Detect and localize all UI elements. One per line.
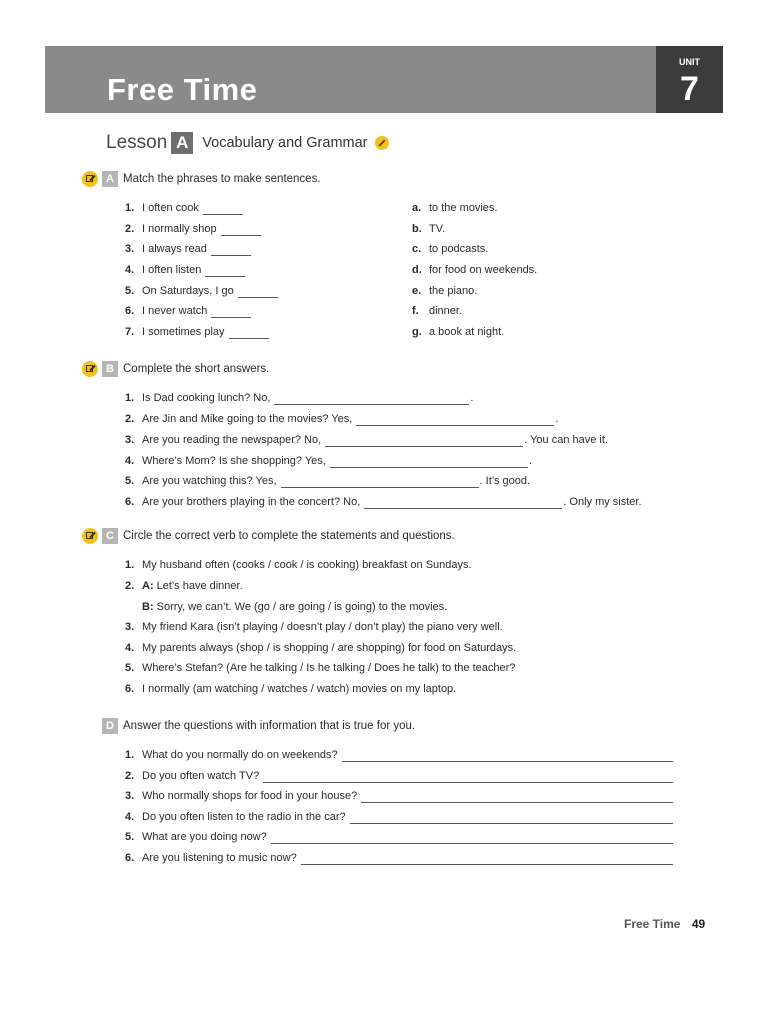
item-suffix: .: [555, 413, 559, 425]
verb-choice-item: [125, 620, 503, 634]
page-number: 49: [691, 917, 706, 931]
answer-blank[interactable]: [229, 328, 269, 339]
item-text[interactable]: My friend Kara (isn’t playing / doesn’t play / don’t play) the piano very well.: [142, 621, 503, 633]
answer-blank[interactable]: [211, 245, 251, 256]
open-question-item: [125, 769, 673, 783]
verb-choice-item: [125, 682, 456, 696]
item-text: I always read: [142, 243, 207, 255]
item-number: 1.: [125, 202, 135, 214]
item-number: 5.: [125, 475, 135, 487]
section-letter-badge: C: [102, 528, 118, 544]
section-instruction: Circle the correct verb to complete the statements and questions.: [123, 530, 455, 542]
item-text: Are you reading the newspaper? No,: [142, 434, 322, 446]
section-letter-badge: B: [102, 361, 118, 377]
match-right-item: [412, 284, 477, 298]
verb-choice-item: [125, 558, 472, 572]
item-number: 4.: [125, 642, 135, 654]
match-right-item: [412, 304, 462, 318]
item-text: Let’s have dinner.: [156, 580, 243, 592]
item-letter: c.: [412, 243, 422, 255]
item-number: 3.: [125, 621, 135, 633]
section-instruction: Match the phrases to make sentences.: [123, 173, 321, 185]
item-number: 6.: [125, 852, 135, 864]
item-letter: b.: [412, 223, 422, 235]
item-text[interactable]: I normally (am watching / watches / watch) movies on my laptop.: [142, 683, 457, 695]
open-question-item: [125, 748, 673, 762]
speaker-label: A:: [142, 580, 154, 592]
item-number: 1.: [125, 559, 135, 571]
icon-spacer: [82, 718, 98, 734]
verb-choice-item: [125, 641, 516, 655]
section-letter-badge: D: [102, 718, 118, 734]
answer-line[interactable]: [361, 792, 673, 803]
item-number: 4.: [125, 264, 135, 276]
answer-blank[interactable]: [238, 287, 278, 298]
open-question-item: [125, 789, 673, 803]
match-right-item: [412, 242, 488, 256]
item-number: 3.: [125, 434, 135, 446]
match-right-item: [412, 325, 504, 339]
footer-title: Free Time: [624, 917, 681, 931]
short-answer-item: [125, 391, 473, 405]
item-text: Are you watching this? Yes,: [142, 475, 277, 487]
item-text: Where’s Mom? Is she shopping? Yes,: [142, 455, 326, 467]
item-suffix: . Only my sister.: [563, 496, 642, 508]
answer-blank[interactable]: [330, 457, 528, 468]
item-text: Are you listening to music now?: [142, 852, 297, 864]
answer-line[interactable]: [271, 833, 673, 844]
short-answer-item: [125, 474, 530, 488]
lesson-word: Lesson: [106, 132, 168, 153]
item-text[interactable]: Sorry, we can’t. We (go / are going / is going) to the movies.: [156, 601, 448, 613]
item-number: 3.: [125, 790, 135, 802]
item-text: Who normally shops for food in your house?: [142, 790, 358, 802]
answer-blank[interactable]: [205, 266, 245, 277]
open-question-item: [125, 830, 673, 844]
answer-line[interactable]: [301, 854, 673, 865]
lesson-topic: Vocabulary and Grammar: [202, 135, 368, 151]
item-number: 2.: [125, 413, 135, 425]
short-answer-item: [125, 433, 608, 447]
answer-blank[interactable]: [221, 225, 261, 236]
answer-blank[interactable]: [356, 415, 554, 426]
item-text: TV.: [429, 223, 446, 235]
item-text: Do you often listen to the radio in the car?: [142, 811, 346, 823]
answer-line[interactable]: [350, 813, 673, 824]
short-answer-item: [125, 412, 558, 426]
item-suffix: . You can have it.: [524, 434, 608, 446]
item-text: Are Jin and Mike going to the movies? Yes,: [142, 413, 353, 425]
item-number: 1.: [125, 392, 135, 404]
section-letter-badge: A: [102, 171, 118, 187]
lesson-letter-badge: A: [171, 132, 193, 154]
item-letter: g.: [412, 326, 422, 338]
item-number: 4.: [125, 455, 135, 467]
section-c-heading: [82, 527, 455, 545]
unit-number: 7: [680, 70, 699, 108]
item-number: 2.: [125, 580, 135, 592]
item-number: 5.: [125, 285, 135, 297]
item-text: Do you often watch TV?: [142, 770, 260, 782]
section-instruction: Answer the questions with information that is true for you.: [123, 720, 416, 732]
item-suffix: .: [528, 455, 532, 467]
item-text: I often cook: [142, 202, 199, 214]
match-left-item: [125, 304, 251, 318]
item-text: for food on weekends.: [429, 264, 538, 276]
item-text: I often listen: [142, 264, 202, 276]
item-text[interactable]: My husband often (cooks / cook / is cooking) breakfast on Sundays.: [142, 559, 472, 571]
item-number: 2.: [125, 223, 135, 235]
match-right-item: [412, 222, 445, 236]
section-a-heading: [82, 170, 321, 188]
pencil-icon: [82, 361, 98, 377]
item-text: a book at night.: [429, 326, 505, 338]
item-text: On Saturdays, I go: [142, 285, 234, 297]
match-right-item: [412, 201, 497, 215]
item-number: 3.: [125, 243, 135, 255]
short-answer-item: [125, 454, 532, 468]
match-left-item: [125, 263, 245, 277]
verb-choice-item: [125, 600, 447, 614]
item-number: 1.: [125, 749, 135, 761]
match-right-item: [412, 263, 537, 277]
item-suffix: . It’s good.: [479, 475, 531, 487]
verb-choice-item: [125, 661, 515, 675]
title-banner: [45, 46, 656, 113]
item-text: What are you doing now?: [142, 831, 267, 843]
item-text: Is Dad cooking lunch? No,: [142, 392, 271, 404]
item-number: 6.: [125, 305, 135, 317]
link-icon[interactable]: [375, 136, 389, 150]
item-letter: e.: [412, 285, 422, 297]
item-suffix: .: [470, 392, 474, 404]
item-text: Are your brothers playing in the concert? No,: [142, 496, 361, 508]
match-left-item: [125, 284, 278, 298]
item-text: the piano.: [429, 285, 478, 297]
pencil-icon: [82, 528, 98, 544]
answer-blank[interactable]: [281, 477, 479, 488]
short-answer-item: [125, 495, 642, 509]
answer-blank[interactable]: [203, 204, 243, 215]
page-title: Free Time: [107, 72, 258, 107]
item-number: 2.: [125, 770, 135, 782]
answer-blank[interactable]: [364, 498, 562, 509]
unit-badge: [656, 46, 723, 113]
match-left-item: [125, 325, 269, 339]
item-number: 5.: [125, 831, 135, 843]
item-number: 7.: [125, 326, 135, 338]
item-text[interactable]: My parents always (shop / is shopping / are shopping) for food on Saturdays.: [142, 642, 517, 654]
match-left-item: [125, 201, 243, 215]
match-left-item: [125, 242, 251, 256]
section-instruction: Complete the short answers.: [123, 363, 270, 375]
item-text: What do you normally do on weekends?: [142, 749, 338, 761]
item-text: I normally shop: [142, 223, 217, 235]
item-text: to podcasts.: [429, 243, 489, 255]
speaker-label: B:: [142, 601, 154, 613]
item-text: I sometimes play: [142, 326, 225, 338]
item-letter: f.: [412, 305, 419, 317]
item-text: dinner.: [429, 305, 463, 317]
item-text: to the movies.: [429, 202, 498, 214]
item-number: 6.: [125, 496, 135, 508]
match-left-item: [125, 222, 261, 236]
lesson-heading: [106, 130, 389, 156]
item-letter: a.: [412, 202, 422, 214]
answer-line[interactable]: [342, 751, 673, 762]
verb-choice-item: [125, 579, 243, 593]
open-question-item: [125, 851, 673, 865]
page-footer: [624, 917, 705, 931]
answer-blank[interactable]: [325, 436, 523, 447]
answer-line[interactable]: [263, 772, 673, 783]
item-number: 5.: [125, 662, 135, 674]
section-b-heading: [82, 360, 269, 378]
item-letter: d.: [412, 264, 422, 276]
item-number: 6.: [125, 683, 135, 695]
item-text: I never watch: [142, 305, 208, 317]
section-d-heading: [82, 717, 415, 735]
answer-blank[interactable]: [274, 394, 469, 405]
pencil-icon: [82, 171, 98, 187]
item-number: 4.: [125, 811, 135, 823]
answer-blank[interactable]: [211, 307, 251, 318]
item-text[interactable]: Where’s Stefan? (Are he talking / Is he talking / Does he talk) to the teacher?: [142, 662, 516, 674]
open-question-item: [125, 810, 673, 824]
unit-label: UNIT: [679, 57, 700, 67]
